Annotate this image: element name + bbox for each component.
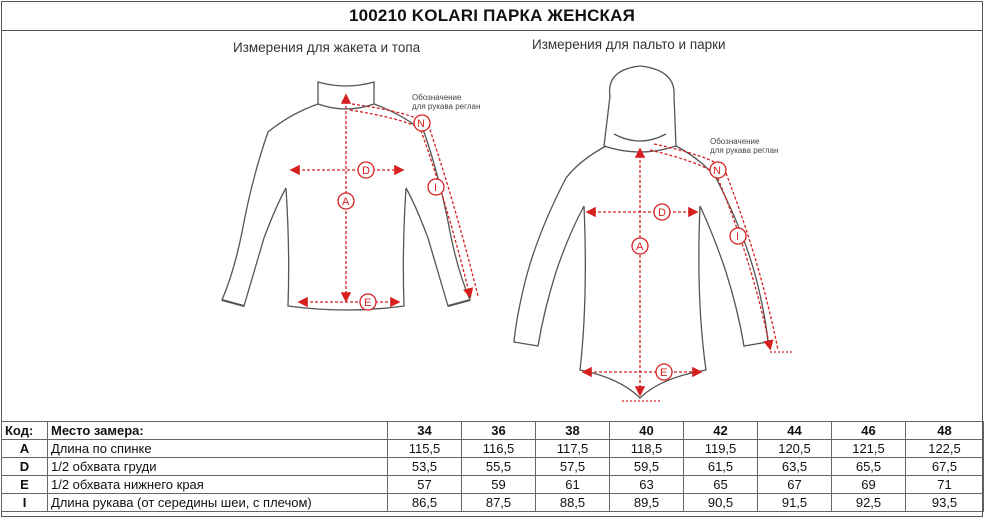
jacket-caption: Измерения для жакета и топа xyxy=(233,40,421,55)
row-value: 59,5 xyxy=(610,458,684,476)
jacket-label-a: A xyxy=(342,196,350,208)
size-header: 48 xyxy=(906,422,984,440)
row-value: 61,5 xyxy=(684,458,758,476)
parka-label-i: I xyxy=(736,231,740,243)
parka-caption: Измерения для пальто и парки xyxy=(532,37,726,52)
parka-measurements xyxy=(584,144,792,401)
page-title: 100210 KOLARI ПАРКА ЖЕНСКАЯ xyxy=(2,2,982,31)
size-header: 34 xyxy=(388,422,462,440)
row-value: 71 xyxy=(906,476,984,494)
row-value: 88,5 xyxy=(536,494,610,512)
row-value: 90,5 xyxy=(684,494,758,512)
row-name: Длина по спинке xyxy=(48,440,388,458)
row-value: 93,5 xyxy=(906,494,984,512)
size-header: 42 xyxy=(684,422,758,440)
place-header: Место замера: xyxy=(48,422,388,440)
row-value: 63 xyxy=(610,476,684,494)
row-value: 91,5 xyxy=(758,494,832,512)
row-value: 67 xyxy=(758,476,832,494)
parka-label-a: A xyxy=(636,241,644,253)
row-value: 61 xyxy=(536,476,610,494)
parka-outline xyxy=(514,66,768,398)
parka-label-e: E xyxy=(660,367,668,379)
jacket-label-n: N xyxy=(417,118,425,130)
row-name: Длина рукава (от середины шеи, с плечом) xyxy=(48,494,388,512)
row-value: 92,5 xyxy=(832,494,906,512)
code-header: Код: xyxy=(2,422,48,440)
size-header: 46 xyxy=(832,422,906,440)
row-value: 121,5 xyxy=(832,440,906,458)
jacket-label-d: D xyxy=(362,165,370,177)
row-value: 65 xyxy=(684,476,758,494)
table-header-row xyxy=(2,422,984,440)
row-name: 1/2 обхвата груди xyxy=(48,458,388,476)
parka-raglan-note: Обозначение для рукава реглан xyxy=(710,137,779,155)
row-value: 87,5 xyxy=(462,494,536,512)
table-row xyxy=(2,494,984,512)
row-value: 69 xyxy=(832,476,906,494)
size-header: 36 xyxy=(462,422,536,440)
jacket-raglan-note: Обозначение для рукава реглан xyxy=(412,93,481,111)
jacket-measurements xyxy=(292,96,478,310)
row-value: 57 xyxy=(388,476,462,494)
size-header: 44 xyxy=(758,422,832,440)
row-code: A xyxy=(2,440,48,458)
row-code: E xyxy=(2,476,48,494)
row-value: 55,5 xyxy=(462,458,536,476)
size-chart-table xyxy=(1,421,984,512)
row-value: 53,5 xyxy=(388,458,462,476)
row-value: 120,5 xyxy=(758,440,832,458)
row-value: 86,5 xyxy=(388,494,462,512)
row-value: 89,5 xyxy=(610,494,684,512)
size-header: 40 xyxy=(610,422,684,440)
row-name: 1/2 обхвата нижнего края xyxy=(48,476,388,494)
row-value: 63,5 xyxy=(758,458,832,476)
row-value: 67,5 xyxy=(906,458,984,476)
size-header: 38 xyxy=(536,422,610,440)
row-code: I xyxy=(2,494,48,512)
row-code: D xyxy=(2,458,48,476)
row-value: 117,5 xyxy=(536,440,610,458)
table-row xyxy=(2,440,984,458)
row-value: 115,5 xyxy=(388,440,462,458)
parka-label-n: N xyxy=(713,165,721,177)
row-value: 59 xyxy=(462,476,536,494)
row-value: 57,5 xyxy=(536,458,610,476)
table-row xyxy=(2,476,984,494)
row-value: 122,5 xyxy=(906,440,984,458)
table-row xyxy=(2,458,984,476)
jacket-label-i: I xyxy=(434,182,438,194)
jacket-label-e: E xyxy=(364,297,372,309)
row-value: 65,5 xyxy=(832,458,906,476)
parka-label-d: D xyxy=(658,207,666,219)
row-value: 118,5 xyxy=(610,440,684,458)
row-value: 116,5 xyxy=(462,440,536,458)
row-value: 119,5 xyxy=(684,440,758,458)
